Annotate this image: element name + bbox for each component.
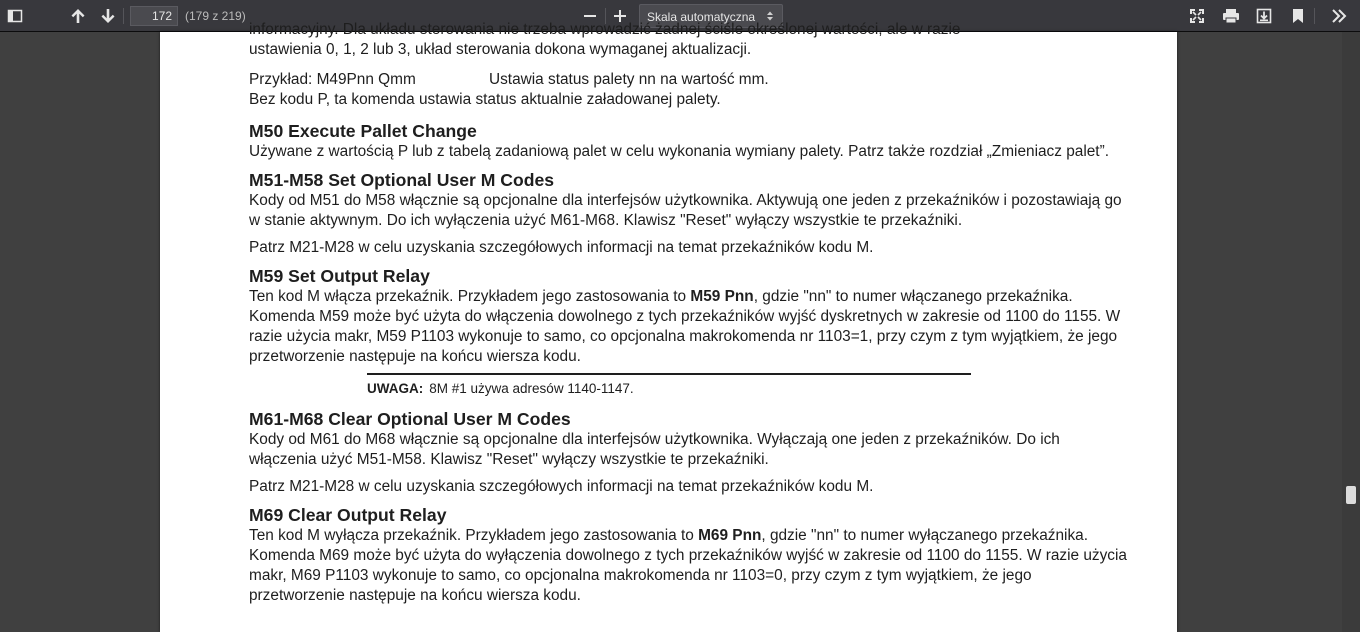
printer-icon <box>1222 8 1240 24</box>
note-label: UWAGA: <box>367 381 424 396</box>
previous-page-button[interactable] <box>65 3 91 29</box>
arrow-up-icon <box>70 8 86 24</box>
arrow-down-icon <box>100 8 116 24</box>
example-note: Bez kodu P, ta komenda ustawia status aktualnie załadowanej palety. <box>249 91 721 108</box>
example-label: Przykład: M49Pnn Qmm <box>249 71 416 88</box>
section-body-m61: Kody od M61 do M68 włącznie są opcjonalne dla interfejsów użytkownika. Wyłączają one jeden z przekaźników. Do ich włączenia użyć M51-M58. Klawisz "Reset" wyłączy wszystkie te przekaźniki. <box>249 431 1060 468</box>
page-text-layer <box>249 20 1129 613</box>
section-heading-m59: M59 Set Output Relay <box>249 266 430 286</box>
page-number-input[interactable] <box>130 6 178 26</box>
paragraph-continued <box>249 20 1129 60</box>
text-run: , gdzie "nn" to numer wyłączanego przekaźnika. Komenda M69 może być użyta do wyłączenia dowolnego z tych przekaźników wyjść w zakresie od 1100 do 1155. W razie użycia makr, M69 P1103 wykonuje to samo, co opcjonalna makrokomenda nr 1103=0, przy czym z tym wyjątkiem, że jego przetworzenie następuje na końcu wiersza kodu. <box>249 527 1127 604</box>
text-run: Ten kod M włącza przekaźnik. Przykładem jego zastosowania to <box>249 288 691 305</box>
sidebar-icon <box>7 8 23 24</box>
next-page-button[interactable] <box>95 3 121 29</box>
double-chevron-right-icon <box>1331 8 1347 24</box>
bold-code: M69 Pnn <box>698 527 762 544</box>
vertical-scrollbar[interactable] <box>1342 32 1360 632</box>
text-line: informacyjny. Dla układu sterowania nie trzeba wprowadzić żadnej ściśle określonej wartości, ale w razie <box>249 21 961 38</box>
pdf-page <box>160 21 1177 632</box>
presentation-mode-button[interactable] <box>1184 3 1210 29</box>
section-heading-m51: M51-M58 Set Optional User M Codes <box>249 170 555 190</box>
section-heading-m69: M69 Clear Output Relay <box>249 505 447 525</box>
example-description: Ustawia status palety nn na wartość mm. <box>489 71 769 88</box>
note-text: 8M #1 używa adresów 1140-1147. <box>429 381 634 396</box>
page-count-label: (179 z 219) <box>185 9 246 23</box>
toolbar-separator <box>123 8 124 24</box>
example-block <box>249 70 1129 110</box>
document-viewer[interactable] <box>0 21 1360 632</box>
text-run: , gdzie "nn" to numer włączanego przekaźnika. Komenda M59 może być użyta do włączenia dowolnego z tych przekaźników wyjść dyskretnych w zakresie od 1100 do 1155. W razie użycia makr, M59 P1103 wykonuje to samo, co opcjonalna makrokomenda nr 1103=1, przy czym z tym wyjątkiem, że jego przetworzenie następuje na końcu wiersza kodu. <box>249 288 1121 365</box>
tools-menu-button[interactable] <box>1326 3 1352 29</box>
scrollbar-thumb[interactable] <box>1346 486 1356 504</box>
text-run: Ten kod M wyłącza przekaźnik. Przykładem jego zastosowania to <box>249 527 699 544</box>
fullscreen-icon <box>1189 8 1205 24</box>
note-box <box>367 373 971 398</box>
section-body-m69 <box>249 526 1129 606</box>
sidebar-toggle-button[interactable] <box>2 3 28 29</box>
section-heading-m61: M61-M68 Clear Optional User M Codes <box>249 409 571 429</box>
toolbar-separator <box>1314 8 1315 24</box>
section-ref-m51: Patrz M21-M28 w celu uzyskania szczegółowych informacji na temat przekaźników kodu M. <box>249 239 874 256</box>
bold-code: M59 Pnn <box>690 288 754 305</box>
section-heading-m50: M50 Execute Pallet Change <box>249 121 477 141</box>
section-body-m59 <box>249 287 1129 367</box>
print-button[interactable] <box>1218 3 1244 29</box>
zoom-select-value: Skala automatyczna <box>647 10 756 24</box>
section-body-m50: Używane z wartością P lub z tabelą zadaniową palet w celu wykonania wymiany palety. Patrz także rozdział „Zmieniacz palet”. <box>249 143 1109 160</box>
section-ref-m61: Patrz M21-M28 w celu uzyskania szczegółowych informacji na temat przekaźników kodu M. <box>249 478 874 495</box>
bookmark-button[interactable] <box>1285 3 1311 29</box>
section-body-m51: Kody od M51 do M58 włącznie są opcjonalne dla interfejsów użytkownika. Aktywują one jeden z przekaźników i pozostawiają go w stanie aktywnym. Do ich wyłączenia użyć M61-M68. Klawisz "Reset" wyłączy wszystkie te przekaźniki. <box>249 192 1122 229</box>
text-line: ustawienia 0, 1, 2 lub 3, układ sterowania dokona wymaganej aktualizacji. <box>249 41 752 58</box>
download-button[interactable] <box>1251 3 1277 29</box>
bookmark-icon <box>1291 8 1305 24</box>
download-icon <box>1256 8 1272 24</box>
